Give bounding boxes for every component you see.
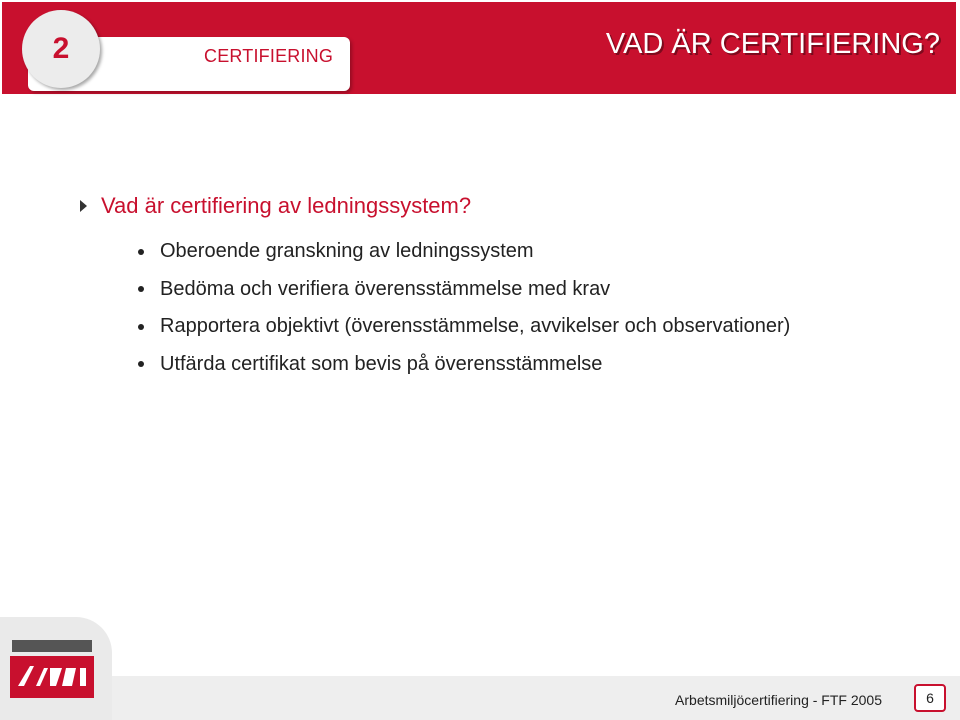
list-item <box>138 308 790 346</box>
bullet-dot-icon <box>138 361 144 367</box>
list-item <box>138 271 790 309</box>
list-item <box>138 233 790 271</box>
section-label: CERTIFIERING <box>204 46 334 66</box>
arrow-bullet-icon <box>80 200 87 212</box>
bullet-dot-icon <box>138 249 144 255</box>
sub-bullet-list <box>138 233 790 383</box>
page-number: 6 <box>926 690 934 706</box>
section-number: 2 <box>52 32 70 65</box>
slide-title: VAD ÄR CERTIFIERING? <box>605 28 940 60</box>
list-item <box>138 346 790 384</box>
main-bullet-text: Vad är certifiering av ledningssystem? <box>101 193 472 218</box>
logo-bar <box>12 640 92 652</box>
list-item-text: Utfärda certifikat som bevis på överensstämmelse <box>160 352 603 375</box>
main-bullet <box>80 193 471 219</box>
bullet-dot-icon <box>138 286 144 292</box>
section-number-badge <box>22 10 100 88</box>
list-item-text: Oberoende granskning av ledningssystem <box>160 240 534 263</box>
bvqi-logo <box>10 656 94 698</box>
bullet-dot-icon <box>138 324 144 330</box>
list-item-text: Rapportera objektivt (överensstämmelse, avvikelser och observationer) <box>160 315 791 338</box>
footer-text: Arbetsmiljöcertifiering - FTF 2005 <box>675 692 882 708</box>
page-number-badge <box>914 684 946 712</box>
list-item-text: Bedöma och verifiera överensstämmelse med krav <box>160 277 611 300</box>
